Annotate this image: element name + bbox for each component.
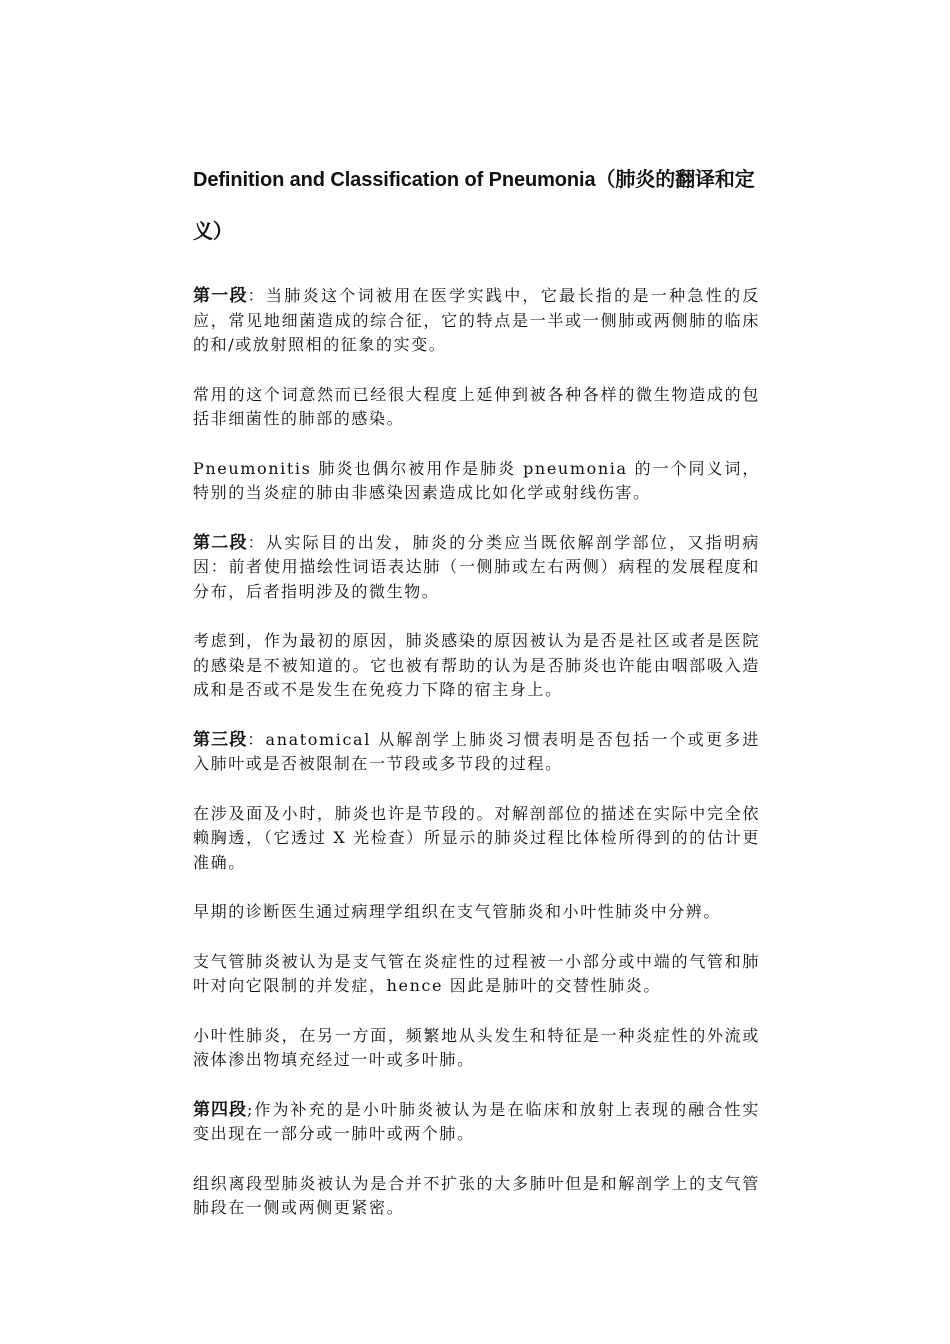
paragraph-10 bbox=[193, 1024, 760, 1073]
paragraph-6 bbox=[193, 728, 760, 777]
section-lead-4: 第四段 bbox=[193, 1099, 247, 1120]
section-lead-3: 第三段 bbox=[193, 729, 248, 750]
paragraph-text: ：当肺炎这个词被用在医学实践中，它最长指的是一种急性的反应，常见地细菌造成的综合征，它的特点是一半或一侧肺或两侧肺的临床的和/或放射照相的征象的实变。 bbox=[193, 286, 760, 354]
paragraph-12 bbox=[193, 1172, 760, 1221]
paragraph-9 bbox=[193, 950, 760, 999]
section-lead-2: 第二段 bbox=[193, 532, 248, 553]
paragraph-text: 考虑到，作为最初的原因，肺炎感染的原因被认为是否是社区或者是医院的感染是不被知道的。它也被有帮助的认为是否肺炎也许能由咽部吸入造成和是否或不是发生在免疫力下降的宿主身上。 bbox=[193, 631, 760, 699]
document-title: Definition and Classification of Pneumonia（肺炎的翻译和定义） bbox=[193, 169, 755, 243]
paragraph-11 bbox=[193, 1098, 760, 1147]
paragraph-text: 常用的这个词意然而已经很大程度上延伸到被各种各样的微生物造成的包括非细菌性的肺部的感染。 bbox=[193, 384, 760, 428]
paragraph-1 bbox=[193, 284, 760, 358]
paragraph-4 bbox=[193, 531, 760, 605]
paragraph-text: ：从实际目的出发，肺炎的分类应当既依解剖学部位，又指明病因：前者使用描绘性词语表达肺（一侧肺或左右两侧）病程的发展程度和分布，后者指明涉及的微生物。 bbox=[193, 532, 760, 601]
paragraph-text: 在涉及面及小时，肺炎也许是节段的。对解剖部位的描述在实际中完全依赖胸透，（它透过 X 光检查）所显示的肺炎过程比体检所得到的的估计更准确。 bbox=[193, 803, 760, 872]
paragraph-8 bbox=[193, 900, 760, 925]
paragraph-text: Pneumonitis 肺炎也偶尔被用作是肺炎 pneumonia 的一个同义词，特别的当炎症的肺由非感染因素造成比如化学或射线伤害。 bbox=[193, 458, 760, 502]
paragraph-2 bbox=[193, 383, 760, 432]
paragraph-text: 早期的诊断医生通过病理学组织在支气管肺炎和小叶性肺炎中分辨。 bbox=[193, 902, 722, 921]
document-body bbox=[193, 154, 760, 1246]
paragraph-5 bbox=[193, 629, 760, 703]
paragraph-text: 小叶性肺炎，在另一方面，频繁地从头发生和特征是一种炎症性的外流或液体渗出物填充经过一叶或多叶肺。 bbox=[193, 1025, 760, 1069]
paragraph-7 bbox=[193, 802, 760, 876]
paragraph-text: ：anatomical 从解剖学上肺炎习惯表明是否包括一个或更多进入肺叶或是否被限制在一节段或多节段的过程。 bbox=[193, 729, 761, 773]
paragraph-text: 组织离段型肺炎被认为是合并不扩张的大多肺叶但是和解剖学上的支气管肺段在一侧或两侧更紧密。 bbox=[193, 1173, 760, 1217]
section-lead-1: 第一段 bbox=[193, 286, 248, 306]
paragraph-text: ;作为补充的是小叶肺炎被认为是在临床和放射上表现的融合性实变出现在一部分或一肺叶或两个肺。 bbox=[193, 1099, 761, 1143]
paragraph-3 bbox=[193, 457, 760, 506]
paragraph-text: 支气管肺炎被认为是支气管在炎症性的过程被一小部分或中端的气管和肺叶对向它限制的并发症，hence 因此是肺叶的交替性肺炎。 bbox=[193, 951, 760, 995]
